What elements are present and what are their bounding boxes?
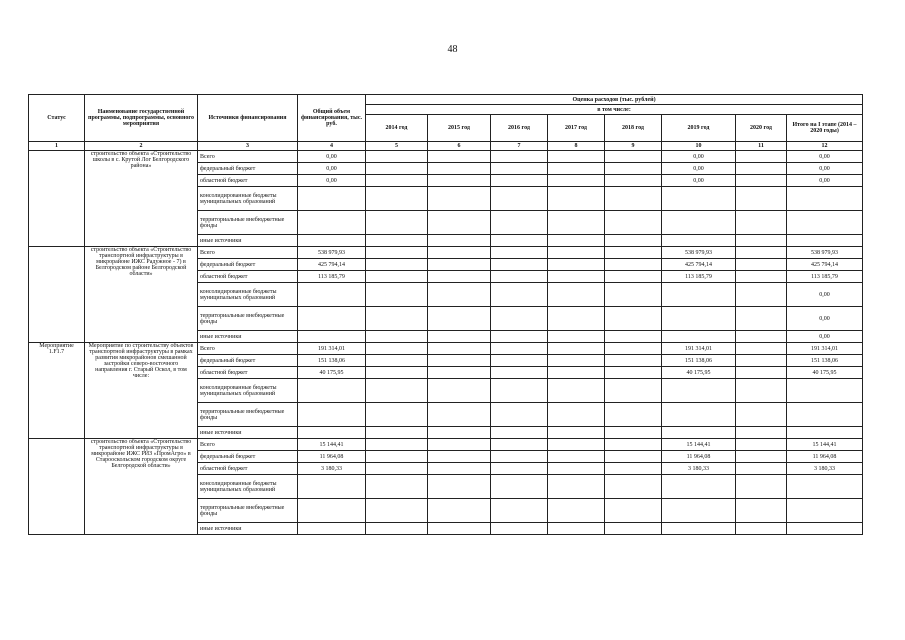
year-cell <box>366 343 428 355</box>
source-cell: Всего <box>198 151 298 163</box>
year-2020-cell <box>736 355 787 367</box>
year-cell <box>605 211 662 235</box>
year-cell <box>366 151 428 163</box>
column-number: 12 <box>787 142 863 151</box>
source-cell: иные источники <box>198 331 298 343</box>
year-2020-cell <box>736 499 787 523</box>
year-cell <box>366 175 428 187</box>
year-2019-cell: 0,00 <box>662 163 736 175</box>
year-cell <box>366 355 428 367</box>
year-cell <box>548 523 605 535</box>
year-cell <box>428 499 491 523</box>
year-cell <box>428 307 491 331</box>
year-cell <box>605 175 662 187</box>
stage-total-cell: 0,00 <box>787 175 863 187</box>
stage-total-cell: 0,00 <box>787 307 863 331</box>
year-cell <box>491 355 548 367</box>
year-cell <box>428 451 491 463</box>
year-cell <box>491 403 548 427</box>
year-2020-cell <box>736 439 787 451</box>
year-cell <box>548 271 605 283</box>
year-cell <box>548 463 605 475</box>
year-cell <box>428 247 491 259</box>
year-cell <box>428 331 491 343</box>
year-2019-cell: 40 175,95 <box>662 367 736 379</box>
year-2019-cell: 0,00 <box>662 151 736 163</box>
expense-table <box>28 94 863 535</box>
year-2020-cell <box>736 283 787 307</box>
year-cell <box>548 211 605 235</box>
source-cell: Всего <box>198 439 298 451</box>
year-cell <box>366 475 428 499</box>
year-2020-cell <box>736 151 787 163</box>
total-cell <box>298 475 366 499</box>
year-cell <box>428 175 491 187</box>
stage-total-cell <box>787 187 863 211</box>
year-cell <box>366 439 428 451</box>
year-cell <box>366 235 428 247</box>
year-cell <box>605 463 662 475</box>
year-2019-cell: 191 314,01 <box>662 343 736 355</box>
year-cell <box>605 427 662 439</box>
total-cell: 538 979,93 <box>298 247 366 259</box>
table-header <box>29 95 863 151</box>
total-cell <box>298 379 366 403</box>
year-cell <box>366 211 428 235</box>
year-cell <box>605 283 662 307</box>
year-cell <box>366 499 428 523</box>
year-2020-cell <box>736 343 787 355</box>
year-2020-cell <box>736 211 787 235</box>
year-2020-cell <box>736 523 787 535</box>
year-cell <box>428 343 491 355</box>
source-cell: федеральный бюджет <box>198 259 298 271</box>
header-year-2015: 2015 год <box>428 115 491 142</box>
year-cell <box>605 271 662 283</box>
year-cell <box>491 475 548 499</box>
year-cell <box>491 151 548 163</box>
year-cell <box>605 379 662 403</box>
year-cell <box>491 451 548 463</box>
header-stage-total: Итого на I этапе (2014 – 2020 годы) <box>787 115 863 142</box>
measure-name-cell: строительство объекта «Строительство транспортной инфраструктуры в микрорайоне ИЖС Радужное - 7) в Белгородском районе Белгородской области» <box>85 247 198 343</box>
source-cell: территориальные внебюджетные фонды <box>198 403 298 427</box>
year-cell <box>491 175 548 187</box>
total-cell: 0,00 <box>298 175 366 187</box>
total-cell: 113 185,79 <box>298 271 366 283</box>
year-cell <box>428 367 491 379</box>
table-row <box>29 343 863 355</box>
total-cell: 40 175,95 <box>298 367 366 379</box>
stage-total-cell <box>787 523 863 535</box>
stage-total-cell: 40 175,95 <box>787 367 863 379</box>
year-cell <box>491 463 548 475</box>
year-2020-cell <box>736 163 787 175</box>
year-cell <box>548 187 605 211</box>
stage-total-cell: 11 964,08 <box>787 451 863 463</box>
source-cell: территориальные внебюджетные фонды <box>198 211 298 235</box>
year-2019-cell <box>662 307 736 331</box>
year-2019-cell: 538 979,93 <box>662 247 736 259</box>
year-cell <box>548 307 605 331</box>
year-2019-cell: 3 180,33 <box>662 463 736 475</box>
year-2019-cell: 15 144,41 <box>662 439 736 451</box>
year-cell <box>491 187 548 211</box>
header-name: Наименование государственной программы, подпрограммы, основного мероприятия <box>85 95 198 142</box>
year-cell <box>548 499 605 523</box>
stage-total-cell <box>787 403 863 427</box>
year-cell <box>491 427 548 439</box>
header-year-2020: 2020 год <box>736 115 787 142</box>
stage-total-cell: 0,00 <box>787 163 863 175</box>
total-cell: 15 144,41 <box>298 439 366 451</box>
year-cell <box>605 163 662 175</box>
year-2020-cell <box>736 379 787 403</box>
column-number: 4 <box>298 142 366 151</box>
stage-total-cell: 0,00 <box>787 151 863 163</box>
status-cell <box>29 247 85 343</box>
stage-total-cell <box>787 499 863 523</box>
year-2019-cell <box>662 475 736 499</box>
year-2019-cell <box>662 331 736 343</box>
year-cell <box>605 451 662 463</box>
source-cell: областной бюджет <box>198 367 298 379</box>
year-cell <box>428 403 491 427</box>
total-cell: 151 138,06 <box>298 355 366 367</box>
total-cell: 0,00 <box>298 151 366 163</box>
stage-total-cell <box>787 427 863 439</box>
year-cell <box>428 151 491 163</box>
column-numbers-row <box>29 142 863 151</box>
year-cell <box>548 427 605 439</box>
year-2019-cell: 11 964,08 <box>662 451 736 463</box>
year-cell <box>548 331 605 343</box>
source-cell: консолидированные бюджеты муниципальных образований <box>198 187 298 211</box>
year-2020-cell <box>736 451 787 463</box>
year-cell <box>491 235 548 247</box>
total-cell <box>298 283 366 307</box>
year-cell <box>605 151 662 163</box>
year-2019-cell <box>662 187 736 211</box>
year-cell <box>605 187 662 211</box>
header-including: в том числе: <box>366 105 863 115</box>
year-2019-cell <box>662 427 736 439</box>
year-cell <box>605 523 662 535</box>
measure-name-cell: строительство объекта «Строительство транспортной инфраструктуры в микрорайоне ИЖС РИЗ «ПромАгро» в Старооскольском городском округе Белгородской области» <box>85 439 198 535</box>
year-cell <box>366 523 428 535</box>
stage-total-cell: 538 979,93 <box>787 247 863 259</box>
year-cell <box>428 463 491 475</box>
year-cell <box>605 343 662 355</box>
total-cell <box>298 187 366 211</box>
header-status: Статус <box>29 95 85 142</box>
year-cell <box>605 475 662 499</box>
year-cell <box>605 367 662 379</box>
year-cell <box>428 235 491 247</box>
year-2019-cell: 151 138,06 <box>662 355 736 367</box>
measure-name-cell: Мероприятие по строительству объектов транспортной инфраструктуры в рамках развития микрорайонов смешанной застройки северо-восточного направления г. Старый Оскол, в том числе: <box>85 343 198 439</box>
table-row <box>29 439 863 451</box>
year-cell <box>491 343 548 355</box>
column-number: 8 <box>548 142 605 151</box>
column-number: 10 <box>662 142 736 151</box>
year-cell <box>605 331 662 343</box>
year-cell <box>491 271 548 283</box>
year-2019-cell <box>662 379 736 403</box>
year-cell <box>428 163 491 175</box>
year-cell <box>548 403 605 427</box>
table-row <box>29 151 863 163</box>
year-cell <box>491 439 548 451</box>
year-cell <box>491 247 548 259</box>
year-cell <box>605 355 662 367</box>
year-2019-cell <box>662 283 736 307</box>
column-number: 2 <box>85 142 198 151</box>
status-cell: Мероприятие 1.F1.7 <box>29 343 85 439</box>
year-cell <box>366 187 428 211</box>
stage-total-cell: 3 180,33 <box>787 463 863 475</box>
column-number: 5 <box>366 142 428 151</box>
total-cell <box>298 211 366 235</box>
total-cell: 425 794,14 <box>298 259 366 271</box>
year-cell <box>548 367 605 379</box>
year-2020-cell <box>736 427 787 439</box>
year-cell <box>366 427 428 439</box>
year-cell <box>366 271 428 283</box>
year-cell <box>605 247 662 259</box>
year-cell <box>491 367 548 379</box>
year-cell <box>491 331 548 343</box>
year-cell <box>548 259 605 271</box>
year-cell <box>428 211 491 235</box>
source-cell: консолидированные бюджеты муниципальных образований <box>198 475 298 499</box>
page-number: 48 <box>447 44 458 55</box>
year-2020-cell <box>736 247 787 259</box>
header-year-2018: 2018 год <box>605 115 662 142</box>
header-estimate: Оценка расходов (тыс. рублей) <box>366 95 863 105</box>
year-cell <box>548 163 605 175</box>
year-2020-cell <box>736 259 787 271</box>
source-cell: областной бюджет <box>198 175 298 187</box>
year-cell <box>491 259 548 271</box>
year-2020-cell <box>736 403 787 427</box>
header-sources: Источники финансирования <box>198 95 298 142</box>
year-2020-cell <box>736 475 787 499</box>
year-cell <box>605 403 662 427</box>
total-cell <box>298 235 366 247</box>
year-cell <box>428 427 491 439</box>
total-cell: 11 964,08 <box>298 451 366 463</box>
year-cell <box>491 499 548 523</box>
year-2019-cell <box>662 499 736 523</box>
year-2020-cell <box>736 463 787 475</box>
source-cell: консолидированные бюджеты муниципальных образований <box>198 283 298 307</box>
stage-total-cell <box>787 211 863 235</box>
year-cell <box>491 523 548 535</box>
header-year-2014: 2014 год <box>366 115 428 142</box>
year-cell <box>548 283 605 307</box>
year-cell <box>428 259 491 271</box>
year-cell <box>428 271 491 283</box>
year-2020-cell <box>736 187 787 211</box>
year-cell <box>548 439 605 451</box>
year-2020-cell <box>736 331 787 343</box>
source-cell: Всего <box>198 247 298 259</box>
year-cell <box>491 307 548 331</box>
total-cell <box>298 331 366 343</box>
year-cell <box>491 163 548 175</box>
source-cell: консолидированные бюджеты муниципальных образований <box>198 379 298 403</box>
column-number: 9 <box>605 142 662 151</box>
column-number: 1 <box>29 142 85 151</box>
measure-name-cell: строительство объекта «Строительство школы в с. Крутой Лог Белгородского района» <box>85 151 198 247</box>
source-cell: областной бюджет <box>198 271 298 283</box>
year-cell <box>428 439 491 451</box>
year-2020-cell <box>736 175 787 187</box>
year-cell <box>548 451 605 463</box>
year-cell <box>491 211 548 235</box>
year-cell <box>428 475 491 499</box>
header-total: Общий объем финансирования, тыс. руб. <box>298 95 366 142</box>
year-cell <box>605 499 662 523</box>
year-cell <box>366 307 428 331</box>
year-cell <box>548 151 605 163</box>
year-2019-cell: 425 794,14 <box>662 259 736 271</box>
year-cell <box>366 451 428 463</box>
source-cell: федеральный бюджет <box>198 355 298 367</box>
year-cell <box>366 403 428 427</box>
year-2019-cell: 0,00 <box>662 175 736 187</box>
year-cell <box>605 439 662 451</box>
stage-total-cell <box>787 379 863 403</box>
year-cell <box>548 343 605 355</box>
year-cell <box>366 247 428 259</box>
stage-total-cell: 113 185,79 <box>787 271 863 283</box>
year-cell <box>605 307 662 331</box>
stage-total-cell: 0,00 <box>787 331 863 343</box>
stage-total-cell: 0,00 <box>787 283 863 307</box>
year-cell <box>605 259 662 271</box>
total-cell <box>298 427 366 439</box>
year-cell <box>366 367 428 379</box>
year-2019-cell <box>662 403 736 427</box>
year-cell <box>548 379 605 403</box>
year-cell <box>491 379 548 403</box>
year-cell <box>548 175 605 187</box>
header-year-2019: 2019 год <box>662 115 736 142</box>
source-cell: федеральный бюджет <box>198 163 298 175</box>
status-cell <box>29 151 85 247</box>
stage-total-cell: 151 138,06 <box>787 355 863 367</box>
stage-total-cell <box>787 235 863 247</box>
header-year-2017: 2017 год <box>548 115 605 142</box>
column-number: 3 <box>198 142 298 151</box>
total-cell: 191 314,01 <box>298 343 366 355</box>
year-cell <box>428 523 491 535</box>
status-cell <box>29 439 85 535</box>
total-cell: 0,00 <box>298 163 366 175</box>
total-cell <box>298 523 366 535</box>
source-cell: иные источники <box>198 235 298 247</box>
year-cell <box>548 355 605 367</box>
year-cell <box>548 475 605 499</box>
total-cell: 3 180,33 <box>298 463 366 475</box>
year-cell <box>366 163 428 175</box>
total-cell <box>298 403 366 427</box>
year-2020-cell <box>736 307 787 331</box>
source-cell: иные источники <box>198 427 298 439</box>
year-cell <box>428 355 491 367</box>
year-cell <box>428 187 491 211</box>
year-cell <box>491 283 548 307</box>
year-2020-cell <box>736 235 787 247</box>
year-2019-cell <box>662 211 736 235</box>
year-cell <box>366 283 428 307</box>
source-cell: федеральный бюджет <box>198 451 298 463</box>
stage-total-cell: 425 794,14 <box>787 259 863 271</box>
total-cell <box>298 499 366 523</box>
year-cell <box>605 235 662 247</box>
stage-total-cell: 15 144,41 <box>787 439 863 451</box>
year-cell <box>366 259 428 271</box>
year-cell <box>428 379 491 403</box>
year-cell <box>548 235 605 247</box>
source-cell: Всего <box>198 343 298 355</box>
column-number: 7 <box>491 142 548 151</box>
table-body <box>29 151 863 535</box>
total-cell <box>298 307 366 331</box>
year-cell <box>428 283 491 307</box>
header-year-2016: 2016 год <box>491 115 548 142</box>
year-cell <box>366 463 428 475</box>
source-cell: территориальные внебюджетные фонды <box>198 499 298 523</box>
column-number: 11 <box>736 142 787 151</box>
year-cell <box>366 379 428 403</box>
stage-total-cell <box>787 475 863 499</box>
source-cell: областной бюджет <box>198 463 298 475</box>
column-number: 6 <box>428 142 491 151</box>
year-cell <box>366 331 428 343</box>
source-cell: территориальные внебюджетные фонды <box>198 307 298 331</box>
year-2019-cell <box>662 523 736 535</box>
stage-total-cell: 191 314,01 <box>787 343 863 355</box>
year-cell <box>548 247 605 259</box>
source-cell: иные источники <box>198 523 298 535</box>
year-2019-cell <box>662 235 736 247</box>
year-2020-cell <box>736 271 787 283</box>
table-row <box>29 247 863 259</box>
year-2020-cell <box>736 367 787 379</box>
year-2019-cell: 113 185,79 <box>662 271 736 283</box>
